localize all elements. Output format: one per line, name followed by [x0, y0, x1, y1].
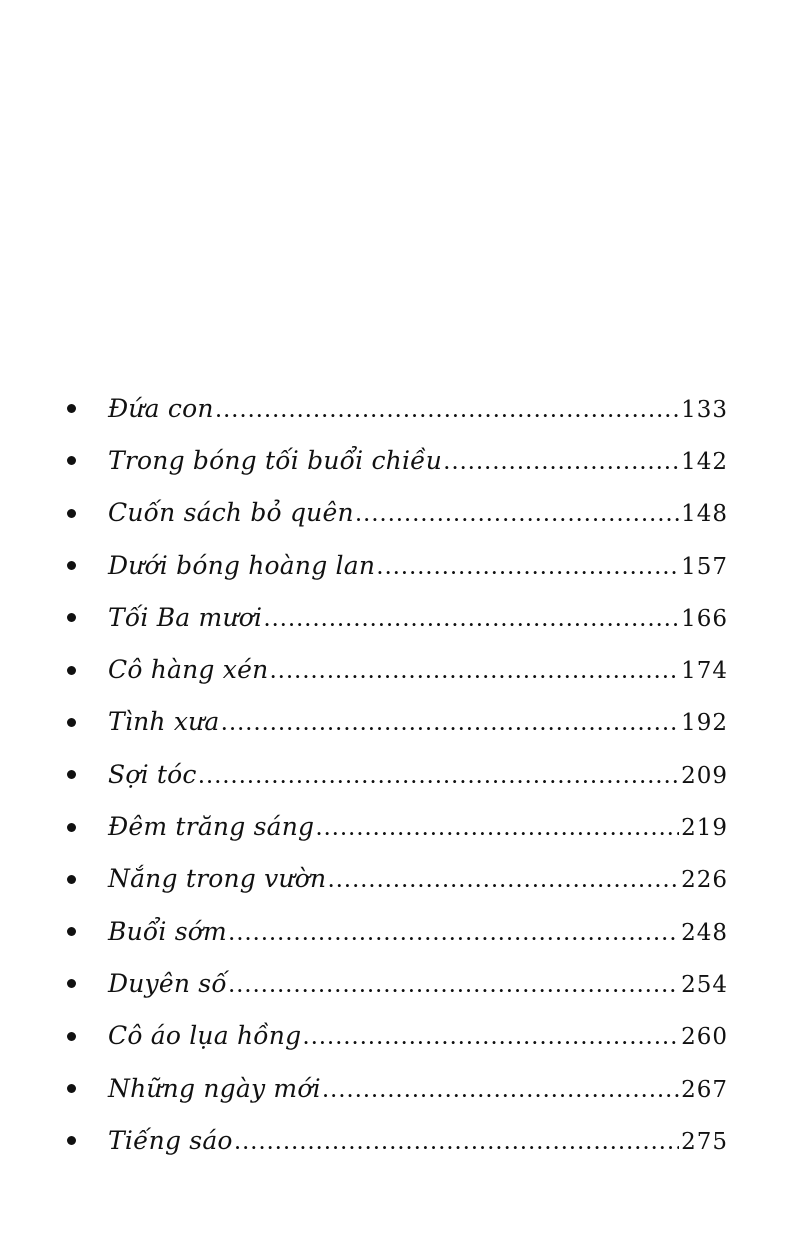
toc-entry-page-number: 192 [681, 710, 728, 737]
toc-entry-line [108, 603, 728, 632]
toc-entry-title: Sợi tóc [108, 759, 197, 789]
bullet-icon [67, 979, 76, 988]
toc-entry-title: Tình xưa [108, 707, 220, 737]
toc-entry-title: Nắng trong vườn [108, 864, 327, 894]
bullet-icon [67, 666, 76, 675]
toc-entry-line [108, 917, 728, 946]
toc-entry [0, 853, 800, 905]
toc-entry-line [108, 498, 728, 527]
dot-leader [356, 506, 679, 525]
toc-entry-page-number: 254 [681, 971, 728, 998]
toc-entry [0, 748, 800, 800]
dot-leader [264, 611, 679, 630]
toc-entry [0, 957, 800, 1009]
toc-entry-title: Cô hàng xén [108, 655, 269, 685]
bullet-icon [67, 718, 76, 727]
dot-leader [235, 1134, 679, 1153]
toc-entry-title: Đêm trăng sáng [108, 812, 315, 842]
toc-entry [0, 591, 800, 643]
bullet-icon [67, 927, 76, 936]
dot-leader [377, 559, 679, 578]
toc-entry-page-number: 148 [681, 501, 728, 528]
toc-entry [0, 382, 800, 434]
toc-entry-line [108, 1126, 728, 1155]
toc-entry-line [108, 760, 728, 789]
bullet-icon [67, 509, 76, 518]
dot-leader [323, 1082, 679, 1101]
toc-entry-title: Duyên số [108, 968, 227, 998]
toc-entry-line [108, 812, 728, 841]
toc-entry [0, 434, 800, 486]
toc-entry [0, 905, 800, 957]
toc-entry-title: Cuốn sách bỏ quên [108, 498, 354, 528]
bullet-icon [67, 613, 76, 622]
toc-entry [0, 696, 800, 748]
toc-entry-line [108, 707, 728, 736]
toc-entry-page-number: 275 [681, 1128, 728, 1155]
toc-entry-page-number: 133 [681, 396, 728, 423]
table-of-contents [0, 382, 800, 1166]
toc-entry [0, 643, 800, 695]
toc-entry [0, 487, 800, 539]
toc-entry-line [108, 864, 728, 893]
toc-entry [0, 539, 800, 591]
dot-leader [328, 872, 679, 891]
toc-entry-title: Dưới bóng hoàng lan [108, 550, 376, 580]
bullet-icon [67, 1136, 76, 1145]
bullet-icon [67, 1084, 76, 1093]
dot-leader [229, 977, 679, 996]
bullet-icon [67, 770, 76, 779]
toc-entry-line [108, 969, 728, 998]
toc-entry-page-number: 248 [681, 919, 728, 946]
toc-entry [0, 1114, 800, 1166]
toc-entry-page-number: 219 [681, 815, 728, 842]
toc-entry-page-number: 166 [681, 605, 728, 632]
toc-entry-line [108, 394, 728, 423]
bullet-icon [67, 561, 76, 570]
toc-entry-title: Cô áo lụa hồng [108, 1021, 302, 1051]
dot-leader [216, 402, 679, 421]
toc-entry-title: Buổi sớm [108, 916, 227, 946]
toc-entry-page-number: 226 [681, 867, 728, 894]
toc-entry [0, 800, 800, 852]
bullet-icon [67, 1032, 76, 1041]
dot-leader [316, 820, 679, 839]
toc-entry-title: Tối Ba mươi [108, 602, 263, 632]
toc-entry-line [108, 655, 728, 684]
toc-entry [0, 1062, 800, 1114]
toc-entry-line [108, 551, 728, 580]
toc-entry-line [108, 1074, 728, 1103]
bullet-icon [67, 823, 76, 832]
toc-entry-page-number: 260 [681, 1024, 728, 1051]
bullet-icon [67, 404, 76, 413]
bullet-icon [67, 456, 76, 465]
dot-leader [444, 454, 679, 473]
dot-leader [222, 715, 680, 734]
dot-leader [229, 925, 679, 944]
dot-leader [303, 1029, 679, 1048]
toc-entry-page-number: 157 [681, 553, 728, 580]
dot-leader [199, 768, 679, 787]
toc-entry-page-number: 142 [681, 448, 728, 475]
toc-entry-page-number: 209 [681, 762, 728, 789]
toc-entry-title: Đứa con [108, 393, 214, 423]
toc-entry-title: Trong bóng tối buổi chiều [108, 445, 443, 475]
toc-entry [0, 1010, 800, 1062]
dot-leader [270, 663, 679, 682]
toc-entry-page-number: 267 [681, 1076, 728, 1103]
bullet-icon [67, 875, 76, 884]
toc-entry-line [108, 1021, 728, 1050]
toc-entry-line [108, 446, 728, 475]
toc-entry-title: Tiếng sáo [108, 1125, 233, 1155]
toc-entry-page-number: 174 [681, 658, 728, 685]
toc-entry-title: Những ngày mới [108, 1073, 321, 1103]
